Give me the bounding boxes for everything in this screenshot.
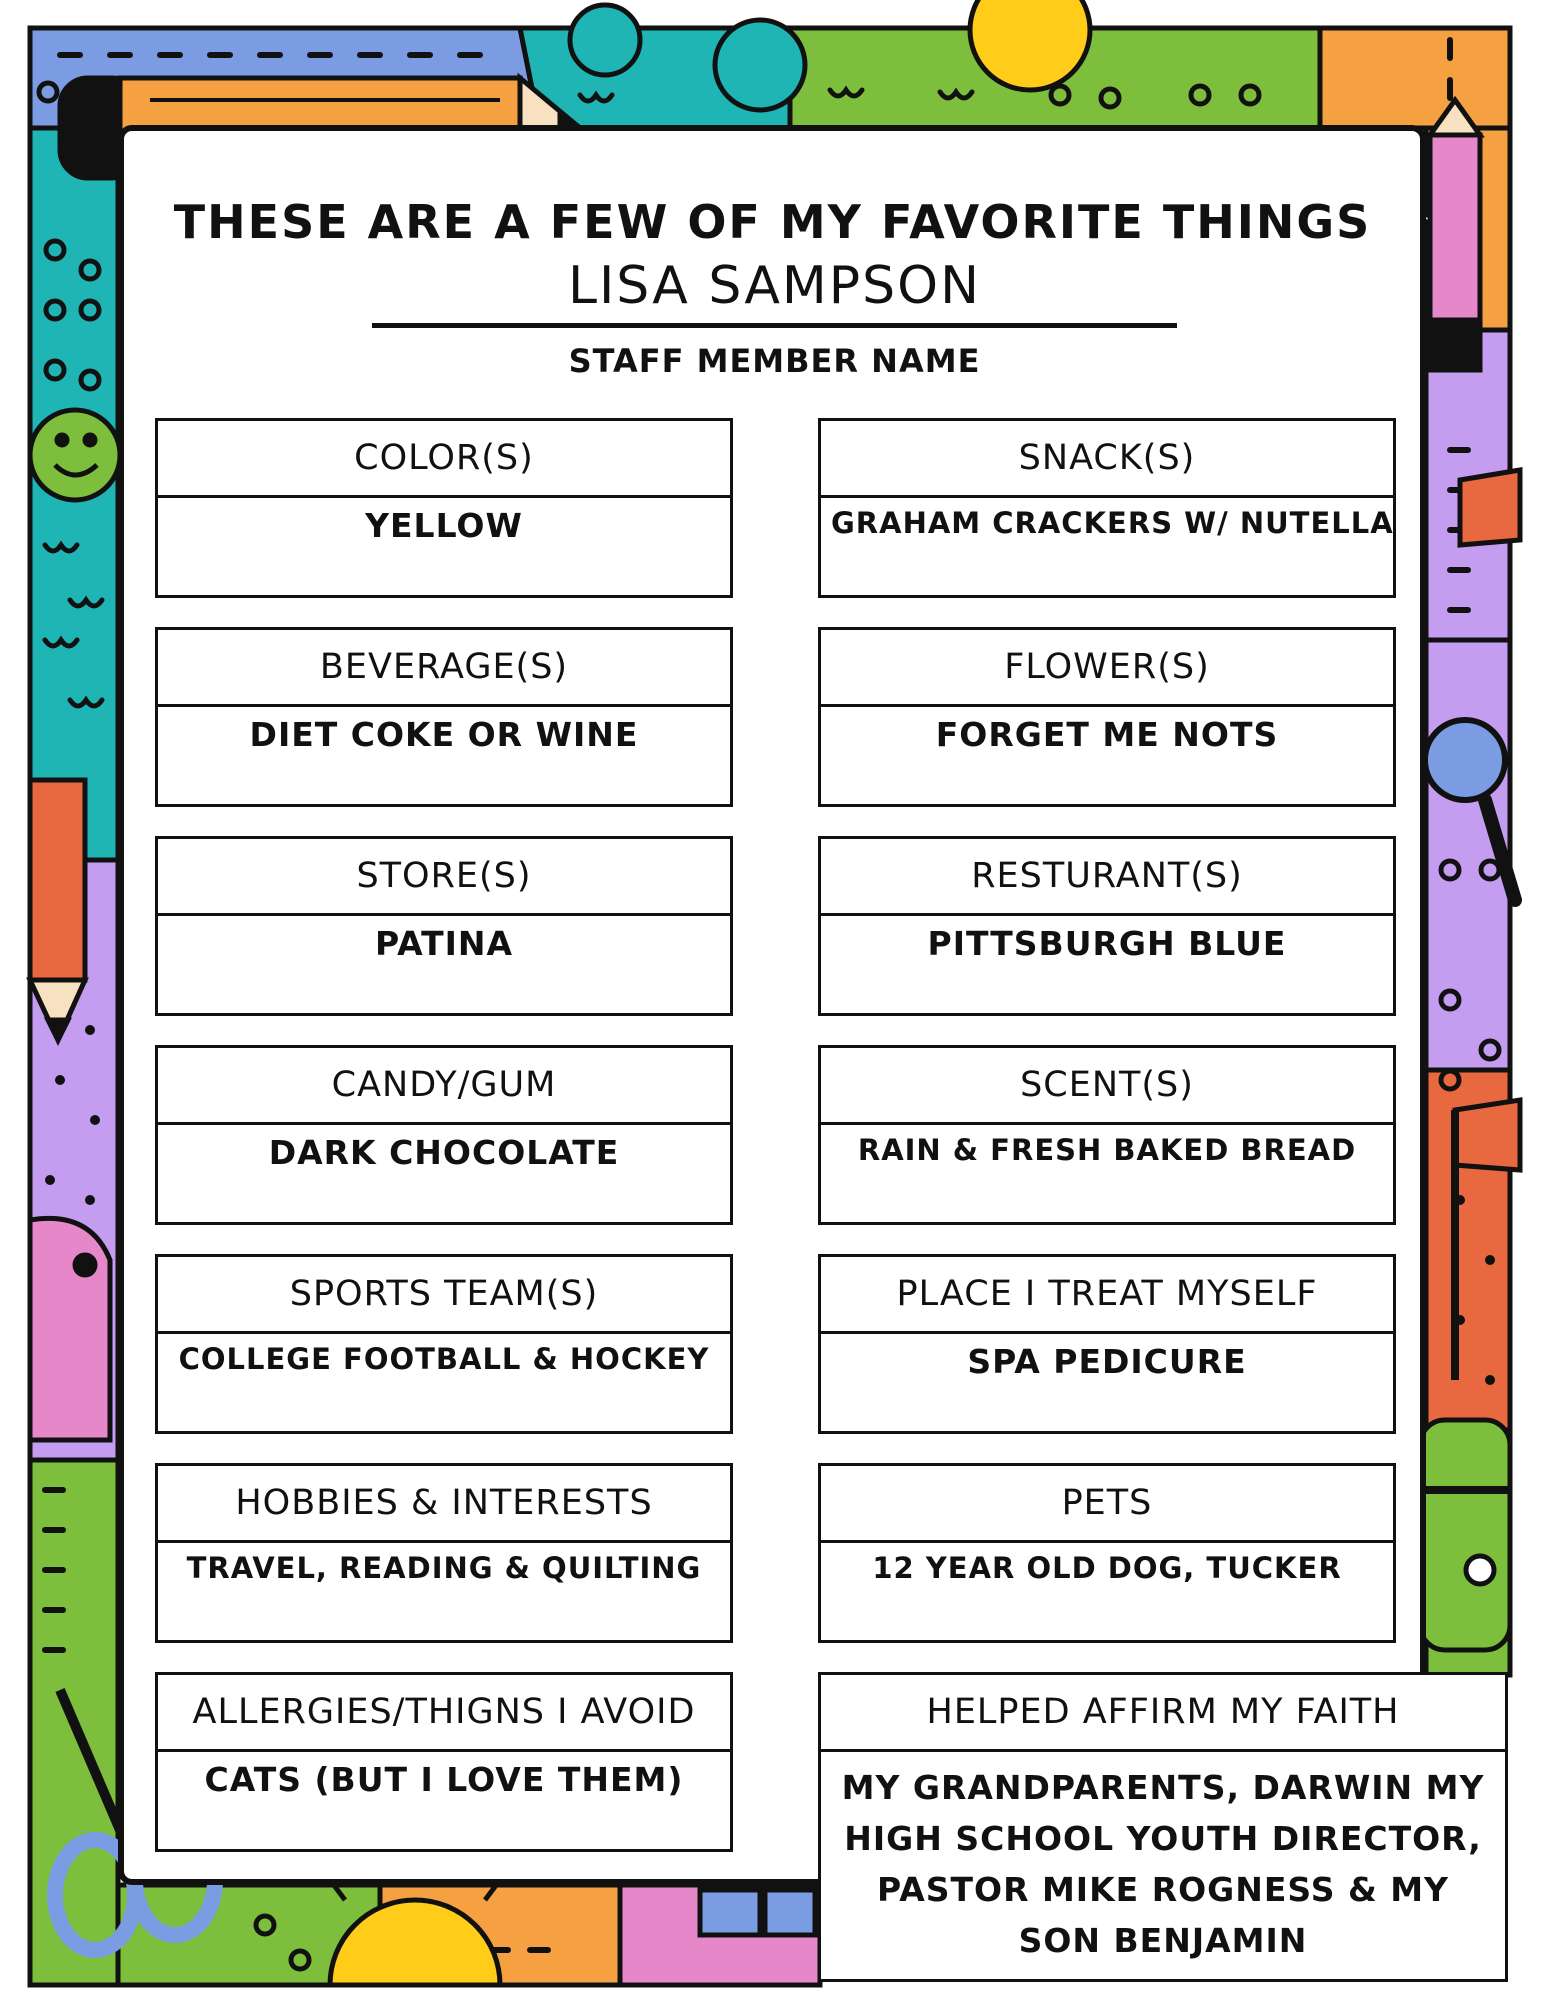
card-label: BEVERAGE(S) <box>158 630 730 707</box>
card-label: RESTURANT(S) <box>821 839 1393 916</box>
card-label: SCENT(S) <box>821 1048 1393 1125</box>
card-label: CANDY/GUM <box>158 1048 730 1125</box>
card-label: SPORTS TEAM(S) <box>158 1257 730 1334</box>
card-label: HELPED AFFIRM MY FAITH <box>821 1675 1505 1752</box>
pencil-case-icon <box>1420 1420 1510 1650</box>
stapler-icon <box>30 1218 110 1440</box>
card-stores <box>155 836 733 1016</box>
card-value: FORGET ME NOTS <box>935 715 1279 754</box>
card-value: COLLEGE FOOTBALL & HOCKEY <box>178 1342 710 1376</box>
card-pets <box>818 1463 1396 1643</box>
card-beverages <box>155 627 733 807</box>
card-label: STORE(S) <box>158 839 730 916</box>
card-value: DARK CHOCOLATE <box>268 1133 620 1172</box>
card-value: RAIN & FRESH BAKED BREAD <box>857 1133 1357 1167</box>
card-value: SPA PEDICURE <box>967 1342 1247 1381</box>
card-sports-teams <box>155 1254 733 1434</box>
card-value: PITTSBURGH BLUE <box>927 924 1287 963</box>
card-value: CATS (BUT I LOVE THEM) <box>204 1760 684 1799</box>
card-hobbies <box>155 1463 733 1643</box>
staff-name: LISA SAMPSON <box>568 256 981 316</box>
card-snacks <box>818 418 1396 598</box>
card-value: YELLOW <box>365 506 523 545</box>
card-allergies <box>155 1672 733 1852</box>
smiley-icon <box>30 410 120 500</box>
card-restaurants <box>818 836 1396 1016</box>
card-value: DIET COKE OR WINE <box>249 715 639 754</box>
card-label: SNACK(S) <box>821 421 1393 498</box>
card-label: COLOR(S) <box>158 421 730 498</box>
card-label: HOBBIES & INTERESTS <box>158 1466 730 1543</box>
card-candy <box>155 1045 733 1225</box>
pencil-icon <box>1430 100 1480 370</box>
card-faith <box>818 1672 1508 1982</box>
card-value: MY GRANDPARENTS, DARWIN MY HIGH SCHOOL YOUTH DIRECTOR, PASTOR MIKE ROGNESS & MY SON BENJAMIN <box>841 1768 1485 1961</box>
card-label: FLOWER(S) <box>821 630 1393 707</box>
card-label: PETS <box>821 1466 1393 1543</box>
card-treat-myself <box>818 1254 1396 1434</box>
card-value: 12 YEAR OLD DOG, TUCKER <box>872 1551 1342 1585</box>
card-label: ALLERGIES/THIGNS I AVOID <box>158 1675 730 1752</box>
card-value: PATINA <box>374 924 514 963</box>
page-title: THESE ARE A FEW OF MY FAVORITE THINGS <box>173 195 1372 249</box>
card-label: PLACE I TREAT MYSELF <box>821 1257 1393 1334</box>
card-flowers <box>818 627 1396 807</box>
card-colors <box>155 418 733 598</box>
card-value: GRAHAM CRACKERS W/ NUTELLA <box>831 506 1394 540</box>
staff-name-caption: STAFF MEMBER NAME <box>568 342 981 380</box>
name-underline <box>372 323 1177 328</box>
pencil-icon <box>30 780 85 1040</box>
card-value: TRAVEL, READING & QUILTING <box>186 1551 702 1585</box>
card-scents <box>818 1045 1396 1225</box>
